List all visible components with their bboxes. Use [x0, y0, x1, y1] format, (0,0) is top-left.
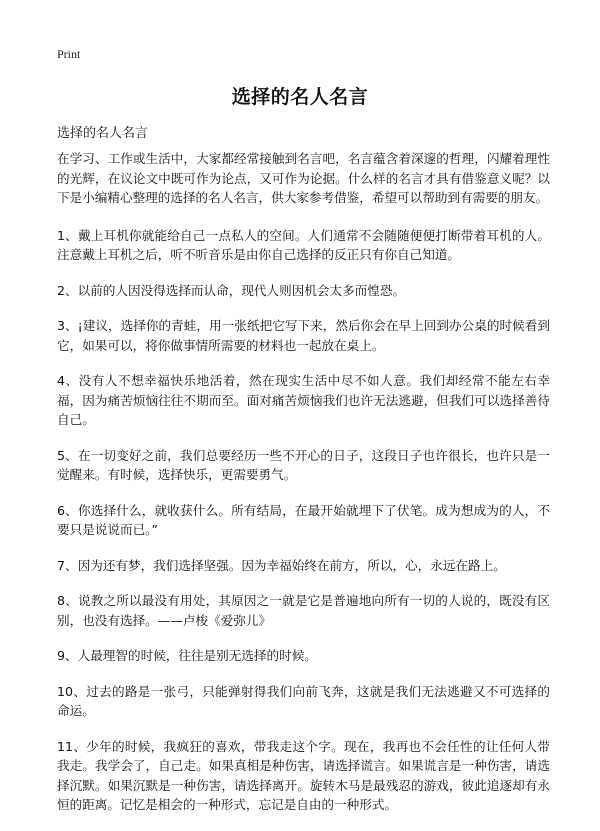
quote-item: 9、人最理智的时候，往往是别无选择的时候。 — [57, 648, 317, 663]
page-title: 选择的名人名言 — [231, 86, 369, 108]
intro-paragraph: 在学习、工作或生活中，大家都经常接触到名言吧，名言蕴含着深邃的哲理，闪耀着理性的光辉，在议论文中既可作为论点，又可作为论据。什么样的名言才具有借鉴意义呢？以下是小编精心整理的选择的名人名言，供大家参考借鉴，希望可以帮助到有需要的朋友。 — [57, 151, 550, 205]
article-body — [57, 149, 550, 831]
quote-item: 10、过去的路是一张弓，只能弹射得我们向前飞奔，这就是我们无法逃避又不可选择的命运。 — [57, 683, 550, 718]
article-subtitle: 选择的名人名言 — [57, 126, 149, 141]
print-link[interactable]: Print — [57, 47, 81, 61]
quote-item: 4、没有人不想幸福快乐地活着，然在现实生活中尽不如人意。我们却经常不能左右幸福，因为痛苦烦恼往往不期而至。面对痛苦烦恼我们也许无法逃避，但我们可以选择善待自己。 — [57, 373, 550, 427]
quote-item: 5、在一切变好之前，我们总要经历一些不开心的日子，这段日子也许很长，也许只是一觉醒来。有时候，选择快乐，更需要勇气。 — [57, 447, 550, 482]
quote-item: 7、因为还有梦，我们选择坚强。因为幸福始终在前方，所以，心，永远在路上。 — [57, 557, 506, 573]
quote-item: 1、戴上耳机你就能给自己一点私人的空间。人们通常不会随随便便打断带着耳机的人。注意戴上耳机之后，听不听音乐是由你自己选择的反正只有你自己知道。 — [57, 227, 550, 262]
quote-item: 6、你选择什么，就收获什么。所有结局，在最开始就埋下了伏笔。成为想成为的人，不要只是说说而已。” — [57, 502, 550, 537]
quote-item: 3、¡建议，选择你的青蛙，用一张纸把它写下来，然后你会在早上回到办公桌的时候看到它，如果可以，将你做事情所需要的材料也一起放在桌上。 — [57, 318, 550, 353]
quote-item: 2、以前的人因没得选择而认命，现代人则因机会太多而惶恐。 — [57, 282, 406, 298]
quote-item: 11、少年的时候，我疯狂的喜欢，带我走这个字。现在，我再也不会任性的让任何人带我走。我学会了，自己走。如果真相是种伤害，请选择谎言。如果谎言是一种伤害，请选择沉默。如果沉默是一种伤害，请选择离开。旋转木马是最残忍的游戏，彼此追逐却有永恒的距离。记忆是相会的一种形式，忘记是自由的一种形式。 — [57, 738, 550, 812]
quote-item: 8、说教之所以最没有用处，其原因之一就是它是普遍地向所有一切的人说的，既没有区别，也没有选择。——卢梭《爱弥儿》 — [57, 593, 550, 628]
